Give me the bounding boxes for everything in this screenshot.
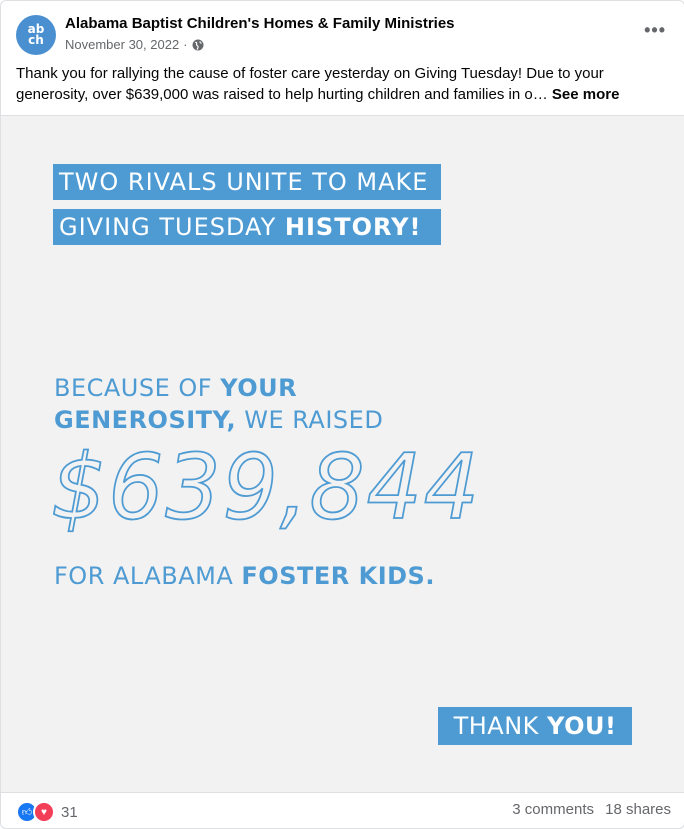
globe-icon — [192, 39, 204, 51]
post-footer — [16, 799, 671, 821]
line2-bold: GENEROSITY, — [54, 406, 237, 434]
headline-2-regular: GIVING TUESDAY — [59, 213, 285, 241]
headline-2-bold: HISTORY! — [284, 213, 422, 241]
post-text — [16, 63, 666, 105]
avatar-text-top: ab — [27, 22, 45, 36]
amount-raised — [51, 434, 491, 534]
love-icon: ♥ — [33, 801, 55, 823]
line1-bold: YOUR — [220, 374, 298, 402]
page-avatar[interactable] — [16, 15, 56, 55]
post-body: Thank you for rallying the cause of foster care yesterday on Giving Tuesday! Due to your generosity, over $639,000 was raised to help hurting children and families in o… — [16, 65, 604, 103]
like-icon: 👍︎ — [16, 801, 38, 823]
thank-you-box — [438, 707, 632, 745]
page-name-link[interactable]: Alabama Baptist Children's Homes & Family Ministries — [65, 15, 455, 32]
reaction-count: 31 — [61, 803, 78, 821]
line3-regular: FOR ALABAMA — [54, 562, 242, 590]
thank-regular: THANK — [453, 712, 548, 740]
see-more-link[interactable]: See more — [551, 86, 620, 103]
raised-text-line-3 — [54, 562, 435, 590]
headline-line-1: TWO RIVALS UNITE TO MAKE — [53, 164, 441, 200]
line1-regular: BECAUSE OF — [54, 374, 221, 402]
post-meta — [65, 37, 204, 52]
line3-bold: FOSTER KIDS. — [241, 562, 435, 590]
more-options-icon[interactable]: ••• — [644, 20, 666, 40]
meta-separator: · — [183, 37, 188, 52]
post-date-link[interactable]: November 30, 2022 — [65, 37, 180, 52]
reactions-summary[interactable] — [16, 801, 78, 823]
avatar-text-bottom: ch — [28, 33, 44, 47]
post-image[interactable] — [1, 115, 684, 793]
shares-count-link[interactable]: 18 shares — [605, 801, 671, 818]
headline-line-2 — [53, 209, 441, 245]
line2-regular: WE RAISED — [236, 406, 384, 434]
thank-bold: YOU! — [547, 712, 617, 740]
raised-text-line-1 — [54, 374, 297, 402]
amount-text: $639,844 — [51, 435, 481, 534]
raised-text-line-2 — [54, 406, 383, 434]
comments-count-link[interactable]: 3 comments — [512, 801, 594, 818]
